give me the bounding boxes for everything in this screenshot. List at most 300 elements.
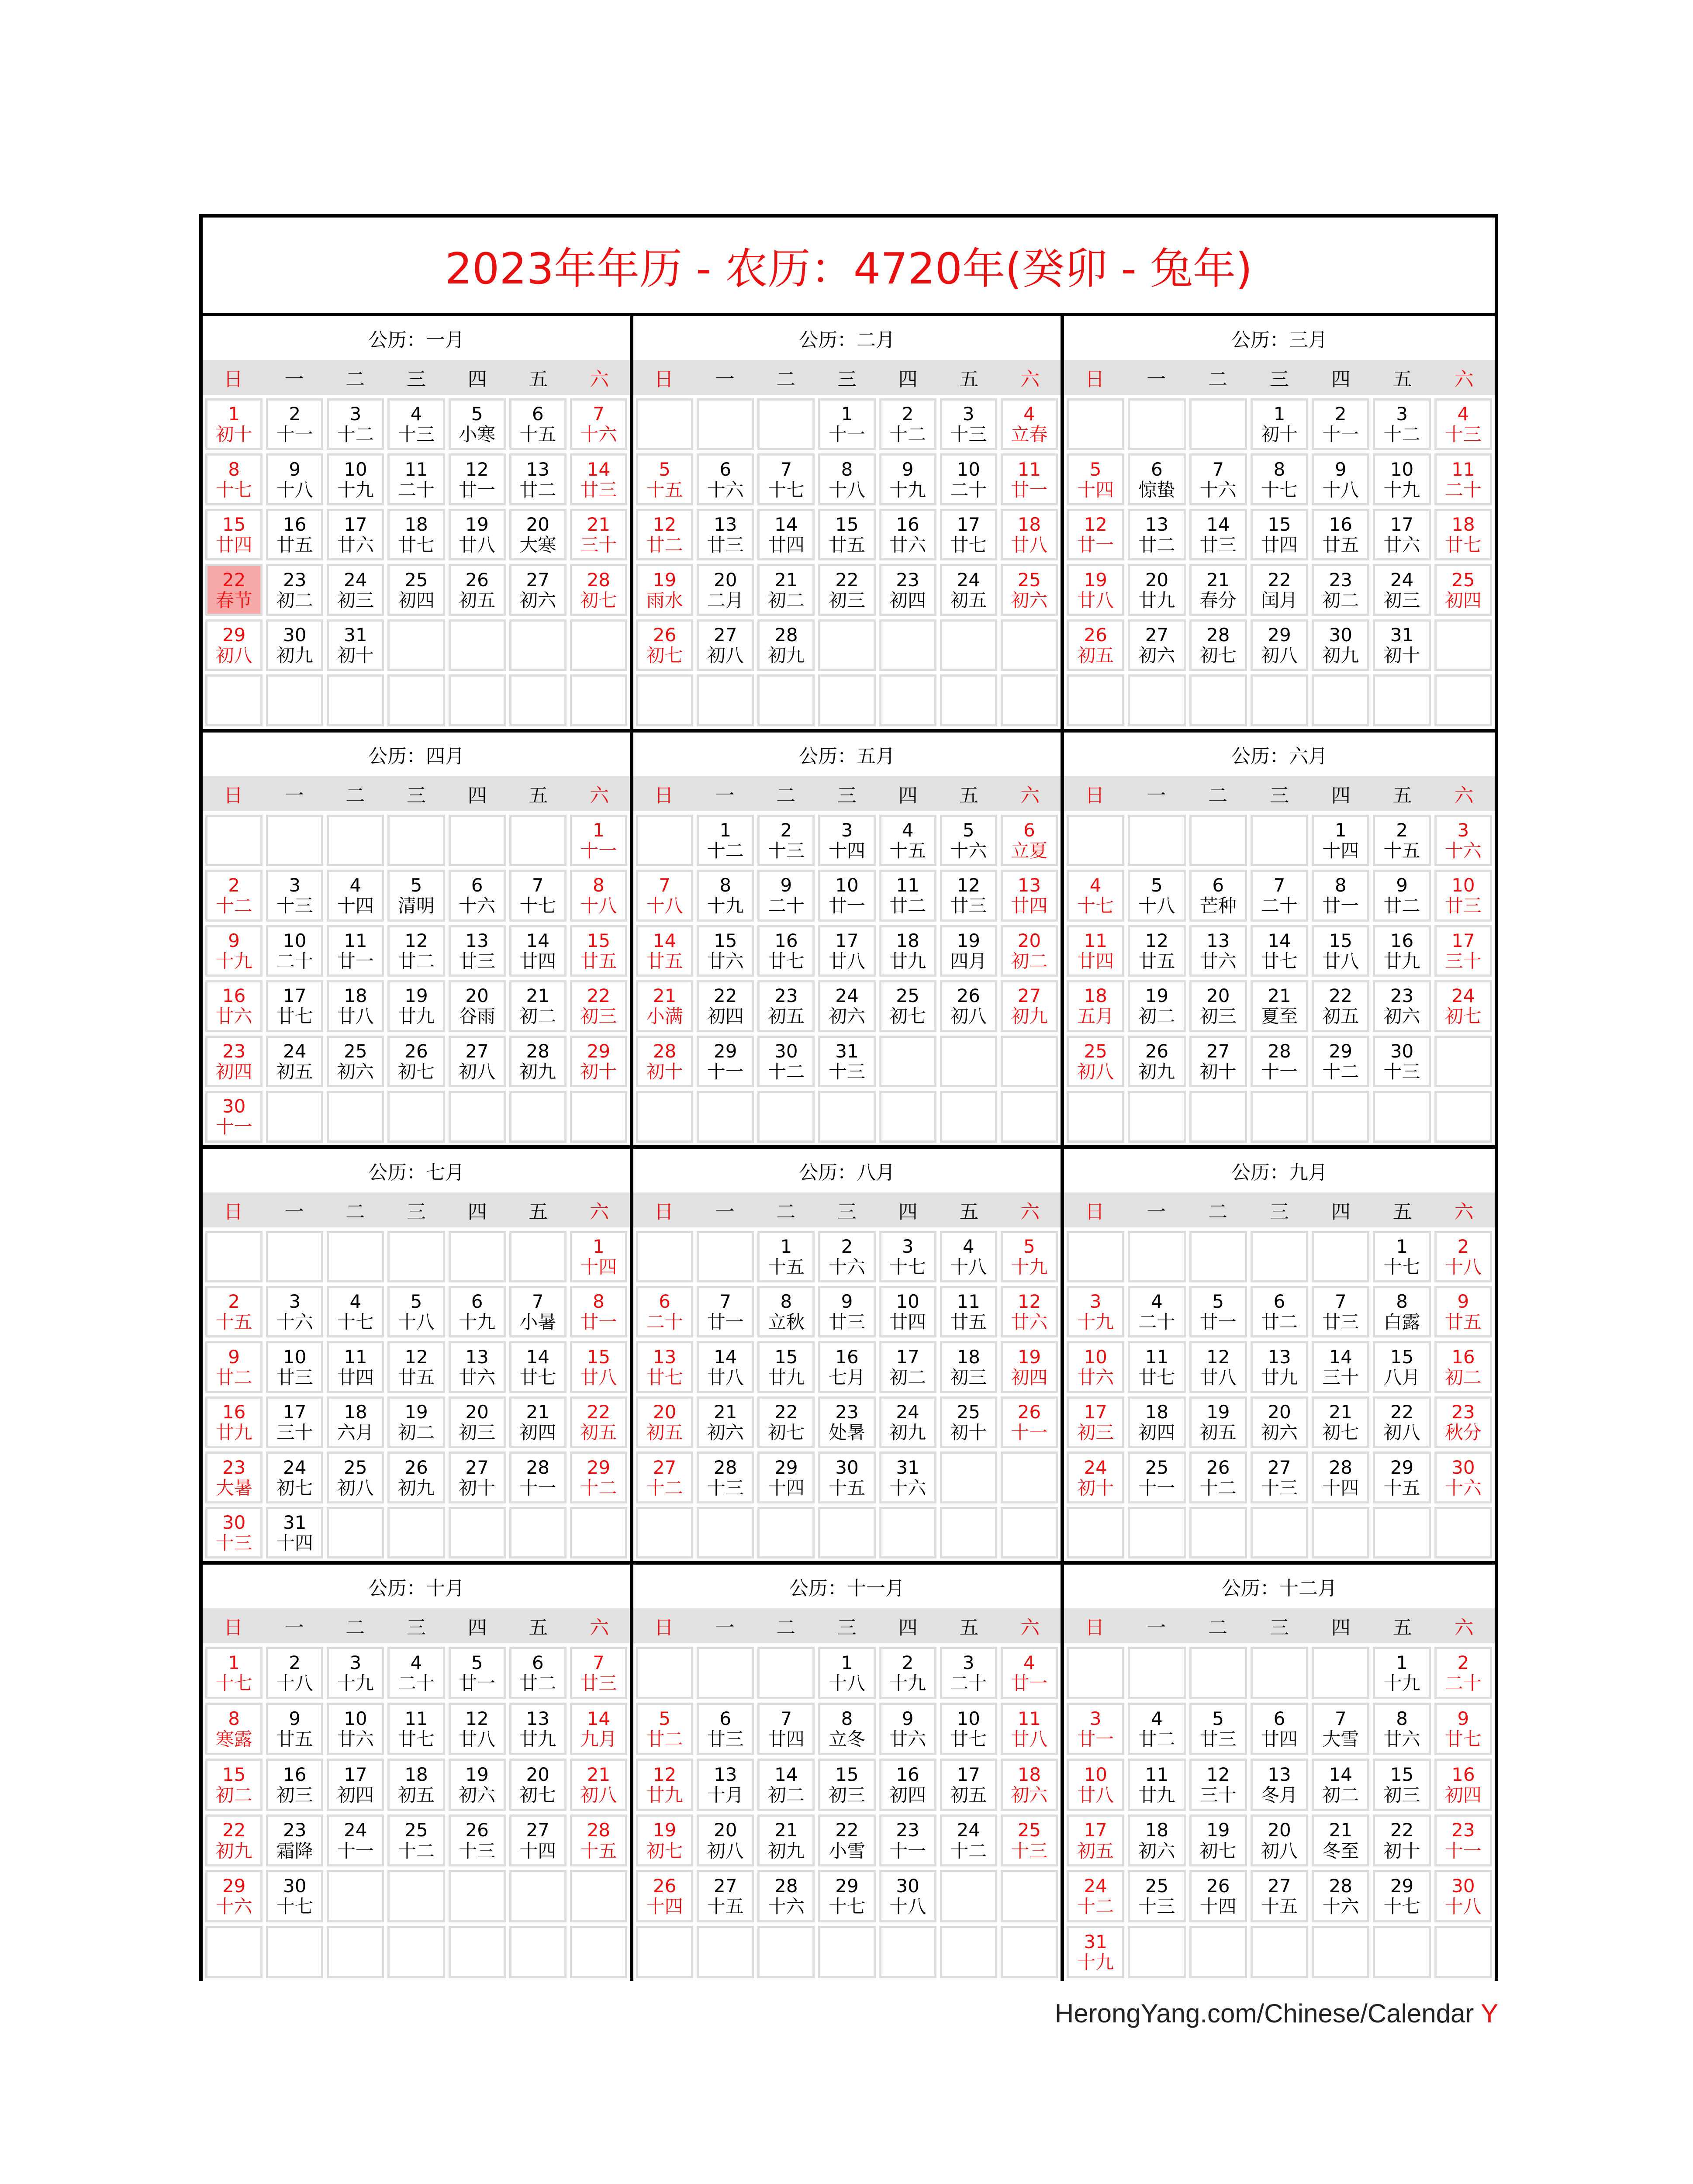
day-cell[interactable] (818, 1286, 875, 1337)
day-cell[interactable] (757, 1703, 815, 1755)
day-cell[interactable] (205, 1341, 263, 1393)
day-cell[interactable] (1312, 1451, 1369, 1503)
day-cell[interactable] (327, 398, 384, 450)
day-cell[interactable] (697, 564, 754, 615)
day-cell[interactable] (1434, 1814, 1492, 1867)
day-cell[interactable] (818, 870, 875, 921)
day-cell[interactable] (1128, 1341, 1185, 1393)
day-cell[interactable] (697, 509, 754, 560)
day-cell[interactable] (449, 1341, 506, 1393)
day-cell[interactable] (1067, 453, 1124, 505)
day-cell[interactable] (1373, 1814, 1430, 1867)
day-cell[interactable] (509, 1286, 567, 1337)
day-cell[interactable] (266, 1036, 323, 1087)
day-cell[interactable] (1434, 398, 1492, 450)
day-cell[interactable] (387, 870, 445, 921)
day-cell[interactable] (1001, 1231, 1058, 1282)
day-cell[interactable] (940, 509, 997, 560)
day-cell[interactable] (1312, 1870, 1369, 1922)
day-cell[interactable] (1189, 1703, 1247, 1755)
day-cell[interactable] (879, 980, 936, 1032)
day-cell[interactable] (1189, 1870, 1247, 1922)
day-cell[interactable] (1001, 564, 1058, 615)
day-cell[interactable] (1189, 1036, 1247, 1087)
day-cell[interactable] (1128, 564, 1185, 615)
day-cell[interactable] (879, 1231, 936, 1282)
day-cell[interactable] (327, 619, 384, 671)
day-cell[interactable] (879, 1814, 936, 1867)
day-cell[interactable] (1251, 509, 1308, 560)
day-cell[interactable] (1251, 1703, 1308, 1755)
day-cell[interactable] (636, 1814, 693, 1867)
day-cell[interactable] (327, 509, 384, 560)
day-cell[interactable] (266, 1341, 323, 1393)
day-cell[interactable] (1251, 870, 1308, 921)
day-cell[interactable] (570, 564, 627, 615)
day-cell[interactable] (1067, 564, 1124, 615)
day-cell[interactable] (940, 815, 997, 866)
day-cell[interactable] (266, 1870, 323, 1922)
day-cell[interactable] (1001, 1703, 1058, 1755)
day-cell[interactable] (940, 1396, 997, 1448)
day-cell[interactable] (266, 1286, 323, 1337)
day-cell[interactable] (570, 509, 627, 560)
day-cell[interactable] (1189, 870, 1247, 921)
day-cell[interactable] (940, 453, 997, 505)
day-cell[interactable] (940, 1231, 997, 1282)
day-cell[interactable] (387, 925, 445, 977)
day-cell[interactable] (818, 1647, 875, 1699)
day-cell[interactable] (1434, 870, 1492, 921)
day-cell[interactable] (757, 1396, 815, 1448)
day-cell[interactable] (509, 453, 567, 505)
day-cell[interactable] (449, 1814, 506, 1867)
day-cell[interactable] (879, 1451, 936, 1503)
day-cell[interactable] (387, 1451, 445, 1503)
day-cell[interactable] (1251, 1286, 1308, 1337)
day-cell[interactable] (757, 925, 815, 977)
day-cell[interactable] (1067, 1396, 1124, 1448)
day-cell[interactable] (509, 1396, 567, 1448)
day-cell[interactable] (1251, 1759, 1308, 1811)
footer-attribution[interactable] (1055, 1998, 1498, 2028)
day-cell[interactable] (570, 1814, 627, 1867)
day-cell[interactable] (1434, 925, 1492, 977)
day-cell[interactable] (266, 1703, 323, 1755)
day-cell[interactable] (818, 1814, 875, 1867)
day-cell[interactable] (818, 509, 875, 560)
day-cell[interactable] (1434, 1759, 1492, 1811)
day-cell[interactable] (1373, 509, 1430, 560)
day-cell[interactable] (205, 1703, 263, 1755)
day-cell[interactable] (387, 398, 445, 450)
day-cell[interactable] (1128, 1396, 1185, 1448)
day-cell[interactable] (1312, 1703, 1369, 1755)
day-cell[interactable] (879, 1703, 936, 1755)
day-cell[interactable] (1067, 1286, 1124, 1337)
day-cell[interactable] (1373, 925, 1430, 977)
day-cell[interactable] (697, 980, 754, 1032)
day-cell[interactable] (205, 1091, 263, 1142)
day-cell[interactable] (697, 1341, 754, 1393)
day-cell[interactable] (327, 1703, 384, 1755)
day-cell[interactable] (570, 1703, 627, 1755)
day-cell[interactable] (940, 1647, 997, 1699)
day-cell[interactable] (757, 1870, 815, 1922)
day-cell[interactable] (879, 1759, 936, 1811)
day-cell[interactable] (1128, 925, 1185, 977)
day-cell[interactable] (636, 1703, 693, 1755)
day-cell[interactable] (1251, 619, 1308, 671)
day-cell[interactable] (636, 1286, 693, 1337)
day-cell[interactable] (327, 1814, 384, 1867)
day-cell[interactable] (757, 619, 815, 671)
day-cell[interactable] (266, 1814, 323, 1867)
day-cell[interactable] (1128, 1759, 1185, 1811)
day-cell[interactable] (1067, 1703, 1124, 1755)
day-cell[interactable] (449, 509, 506, 560)
day-cell[interactable] (266, 1507, 323, 1559)
day-cell[interactable] (1067, 1451, 1124, 1503)
day-cell[interactable] (1128, 980, 1185, 1032)
day-cell[interactable] (570, 1341, 627, 1393)
day-cell[interactable] (879, 1647, 936, 1699)
day-cell[interactable] (879, 453, 936, 505)
day-cell[interactable] (879, 398, 936, 450)
day-cell[interactable] (205, 925, 263, 977)
day-cell[interactable] (1373, 815, 1430, 866)
day-cell[interactable] (570, 1036, 627, 1087)
day-cell[interactable] (940, 398, 997, 450)
footer-url[interactable]: HerongYang.com/Chinese/Calendar (1054, 1999, 1474, 2028)
day-cell[interactable] (327, 1286, 384, 1337)
day-cell[interactable] (1067, 1759, 1124, 1811)
day-cell[interactable] (1312, 925, 1369, 977)
day-cell[interactable] (449, 1451, 506, 1503)
day-cell[interactable] (205, 1036, 263, 1087)
day-cell[interactable] (1189, 1396, 1247, 1448)
day-cell[interactable] (1373, 453, 1430, 505)
day-cell[interactable] (636, 1341, 693, 1393)
day-cell[interactable] (1128, 1286, 1185, 1337)
day-cell[interactable] (757, 1759, 815, 1811)
day-cell[interactable] (1001, 509, 1058, 560)
day-cell[interactable] (1067, 1814, 1124, 1867)
day-cell[interactable] (697, 1870, 754, 1922)
day-cell[interactable] (1312, 1759, 1369, 1811)
day-cell[interactable] (818, 1759, 875, 1811)
day-cell[interactable] (757, 1341, 815, 1393)
day-cell[interactable] (1434, 453, 1492, 505)
day-cell[interactable] (449, 870, 506, 921)
day-cell[interactable] (879, 564, 936, 615)
day-cell[interactable] (387, 980, 445, 1032)
day-cell[interactable] (1373, 1647, 1430, 1699)
day-cell[interactable] (1001, 398, 1058, 450)
day-cell[interactable] (1251, 1814, 1308, 1867)
day-cell[interactable] (1067, 1341, 1124, 1393)
day-cell[interactable] (1251, 453, 1308, 505)
day-cell[interactable] (266, 1647, 323, 1699)
day-cell[interactable] (1251, 980, 1308, 1032)
day-cell[interactable] (387, 453, 445, 505)
day-cell[interactable] (1128, 1814, 1185, 1867)
day-cell[interactable] (205, 870, 263, 921)
day-cell[interactable] (509, 870, 567, 921)
day-cell[interactable] (818, 1231, 875, 1282)
day-cell[interactable] (636, 925, 693, 977)
day-cell[interactable] (1189, 564, 1247, 615)
day-cell[interactable] (449, 1036, 506, 1087)
day-cell[interactable] (266, 398, 323, 450)
day-cell[interactable] (697, 925, 754, 977)
day-cell[interactable] (266, 1451, 323, 1503)
day-cell[interactable] (205, 1814, 263, 1867)
day-cell[interactable] (1434, 1451, 1492, 1503)
day-cell[interactable] (1001, 1814, 1058, 1867)
day-cell[interactable] (1251, 1341, 1308, 1393)
day-cell[interactable] (818, 1870, 875, 1922)
day-cell[interactable] (449, 398, 506, 450)
day-cell[interactable] (570, 1396, 627, 1448)
day-cell[interactable] (266, 509, 323, 560)
day-cell[interactable] (266, 453, 323, 505)
day-cell[interactable] (205, 453, 263, 505)
day-cell[interactable] (757, 870, 815, 921)
day-cell[interactable] (1189, 1759, 1247, 1811)
day-cell[interactable] (1001, 1759, 1058, 1811)
day-cell[interactable] (1128, 870, 1185, 921)
day-cell[interactable] (1189, 980, 1247, 1032)
day-cell[interactable] (697, 1036, 754, 1087)
day-cell[interactable] (1067, 980, 1124, 1032)
day-cell[interactable] (879, 815, 936, 866)
day-cell[interactable] (636, 619, 693, 671)
day-cell[interactable] (1312, 980, 1369, 1032)
day-cell[interactable] (1001, 925, 1058, 977)
day-cell[interactable] (879, 870, 936, 921)
day-cell[interactable] (1128, 453, 1185, 505)
day-cell[interactable] (757, 980, 815, 1032)
day-cell[interactable] (205, 564, 263, 615)
day-cell[interactable] (387, 1341, 445, 1393)
day-cell[interactable] (387, 564, 445, 615)
day-cell[interactable] (387, 1286, 445, 1337)
day-cell[interactable] (205, 1451, 263, 1503)
day-cell[interactable] (1001, 453, 1058, 505)
day-cell[interactable] (1128, 1451, 1185, 1503)
day-cell[interactable] (757, 564, 815, 615)
day-cell[interactable] (1434, 564, 1492, 615)
day-cell[interactable] (940, 925, 997, 977)
day-cell[interactable] (636, 980, 693, 1032)
day-cell[interactable] (449, 1647, 506, 1699)
day-cell[interactable] (697, 1814, 754, 1867)
day-cell[interactable] (879, 1396, 936, 1448)
day-cell[interactable] (1251, 1036, 1308, 1087)
day-cell[interactable] (509, 398, 567, 450)
day-cell[interactable] (818, 980, 875, 1032)
day-cell[interactable] (570, 980, 627, 1032)
day-cell[interactable] (387, 1647, 445, 1699)
day-cell[interactable] (1001, 1647, 1058, 1699)
day-cell[interactable] (1373, 398, 1430, 450)
day-cell[interactable] (1001, 870, 1058, 921)
day-cell[interactable] (205, 1396, 263, 1448)
day-cell[interactable] (449, 1703, 506, 1755)
day-cell[interactable] (818, 1036, 875, 1087)
day-cell[interactable] (1373, 1231, 1430, 1282)
day-cell[interactable] (1434, 1341, 1492, 1393)
day-cell[interactable] (1373, 1759, 1430, 1811)
day-cell[interactable] (1312, 453, 1369, 505)
day-cell[interactable] (818, 1703, 875, 1755)
day-cell[interactable] (940, 1759, 997, 1811)
day-cell[interactable] (1434, 509, 1492, 560)
day-cell[interactable] (387, 1396, 445, 1448)
day-cell[interactable] (757, 1814, 815, 1867)
day-cell[interactable] (697, 453, 754, 505)
day-cell[interactable] (818, 1341, 875, 1393)
day-cell[interactable] (636, 1396, 693, 1448)
day-cell[interactable] (818, 453, 875, 505)
day-cell[interactable] (1434, 1396, 1492, 1448)
day-cell[interactable] (697, 1703, 754, 1755)
day-cell[interactable] (697, 1286, 754, 1337)
day-cell[interactable] (205, 1507, 263, 1559)
day-cell[interactable] (757, 1451, 815, 1503)
day-cell[interactable] (509, 564, 567, 615)
day-cell[interactable] (757, 1036, 815, 1087)
day-cell[interactable] (570, 815, 627, 866)
day-cell[interactable] (509, 980, 567, 1032)
day-cell[interactable] (1128, 1036, 1185, 1087)
day-cell[interactable] (387, 1036, 445, 1087)
day-cell[interactable] (697, 815, 754, 866)
day-cell[interactable] (449, 453, 506, 505)
day-cell[interactable] (1373, 1341, 1430, 1393)
day-cell[interactable] (1128, 1703, 1185, 1755)
day-cell[interactable] (509, 1451, 567, 1503)
day-cell[interactable] (757, 815, 815, 866)
day-cell[interactable] (266, 870, 323, 921)
day-cell[interactable] (1312, 1036, 1369, 1087)
day-cell[interactable] (636, 564, 693, 615)
day-cell[interactable] (1001, 980, 1058, 1032)
day-cell[interactable] (697, 1396, 754, 1448)
day-cell[interactable] (697, 1759, 754, 1811)
day-cell[interactable] (879, 1286, 936, 1337)
day-cell[interactable] (1312, 1814, 1369, 1867)
day-cell[interactable] (205, 1870, 263, 1922)
day-cell[interactable] (1434, 1231, 1492, 1282)
day-cell[interactable] (509, 1036, 567, 1087)
day-cell[interactable] (1312, 564, 1369, 615)
day-cell[interactable] (449, 1396, 506, 1448)
day-cell[interactable] (327, 564, 384, 615)
day-cell[interactable] (1067, 1926, 1124, 1978)
day-cell[interactable] (757, 509, 815, 560)
day-cell[interactable] (570, 1451, 627, 1503)
day-cell[interactable] (1373, 1036, 1430, 1087)
day-cell[interactable] (1373, 619, 1430, 671)
day-cell[interactable] (1067, 925, 1124, 977)
day-cell[interactable] (509, 509, 567, 560)
day-cell[interactable] (1373, 1451, 1430, 1503)
day-cell[interactable] (697, 1451, 754, 1503)
day-cell[interactable] (1128, 1870, 1185, 1922)
day-cell[interactable] (940, 1703, 997, 1755)
day-cell[interactable] (1373, 980, 1430, 1032)
day-cell[interactable] (570, 1286, 627, 1337)
day-cell[interactable] (205, 398, 263, 450)
day-cell[interactable] (570, 925, 627, 977)
day-cell[interactable] (1251, 1396, 1308, 1448)
day-cell[interactable] (327, 1451, 384, 1503)
day-cell[interactable] (1189, 453, 1247, 505)
day-cell[interactable] (1373, 1396, 1430, 1448)
day-cell[interactable] (1312, 509, 1369, 560)
day-cell[interactable] (1189, 1451, 1247, 1503)
day-cell[interactable] (570, 870, 627, 921)
day-cell[interactable] (1373, 564, 1430, 615)
day-cell[interactable] (1067, 1870, 1124, 1922)
day-cell[interactable] (449, 564, 506, 615)
day-cell[interactable] (697, 870, 754, 921)
day-cell[interactable] (879, 509, 936, 560)
day-cell[interactable] (1434, 815, 1492, 866)
day-cell[interactable] (1251, 564, 1308, 615)
day-cell[interactable] (1189, 1814, 1247, 1867)
day-cell[interactable] (1434, 1286, 1492, 1337)
day-cell[interactable] (509, 1647, 567, 1699)
day-cell[interactable] (818, 815, 875, 866)
day-cell[interactable] (636, 453, 693, 505)
day-cell[interactable] (818, 398, 875, 450)
day-cell[interactable] (818, 1396, 875, 1448)
day-cell[interactable] (327, 1647, 384, 1699)
day-cell[interactable] (1251, 398, 1308, 450)
day-cell[interactable] (266, 619, 323, 671)
day-cell[interactable] (449, 1286, 506, 1337)
day-cell[interactable] (327, 1759, 384, 1811)
day-cell[interactable] (1189, 509, 1247, 560)
day-cell[interactable] (387, 1759, 445, 1811)
day-cell[interactable] (327, 925, 384, 977)
day-cell[interactable] (757, 1231, 815, 1282)
day-cell[interactable] (1434, 1870, 1492, 1922)
day-cell[interactable] (1251, 1870, 1308, 1922)
day-cell[interactable] (327, 1036, 384, 1087)
day-cell[interactable] (818, 1451, 875, 1503)
day-cell[interactable] (1434, 1647, 1492, 1699)
day-cell[interactable] (509, 1814, 567, 1867)
day-cell[interactable] (570, 453, 627, 505)
day-cell[interactable] (879, 925, 936, 977)
day-cell[interactable] (205, 1647, 263, 1699)
day-cell[interactable] (1251, 1451, 1308, 1503)
day-cell[interactable] (818, 925, 875, 977)
day-cell[interactable] (1001, 1341, 1058, 1393)
day-cell[interactable] (1189, 619, 1247, 671)
day-cell[interactable] (1373, 1703, 1430, 1755)
day-cell[interactable] (1067, 619, 1124, 671)
day-cell[interactable] (940, 1341, 997, 1393)
day-cell[interactable] (387, 1814, 445, 1867)
day-cell[interactable] (697, 619, 754, 671)
day-cell[interactable] (1067, 870, 1124, 921)
day-cell[interactable] (327, 980, 384, 1032)
